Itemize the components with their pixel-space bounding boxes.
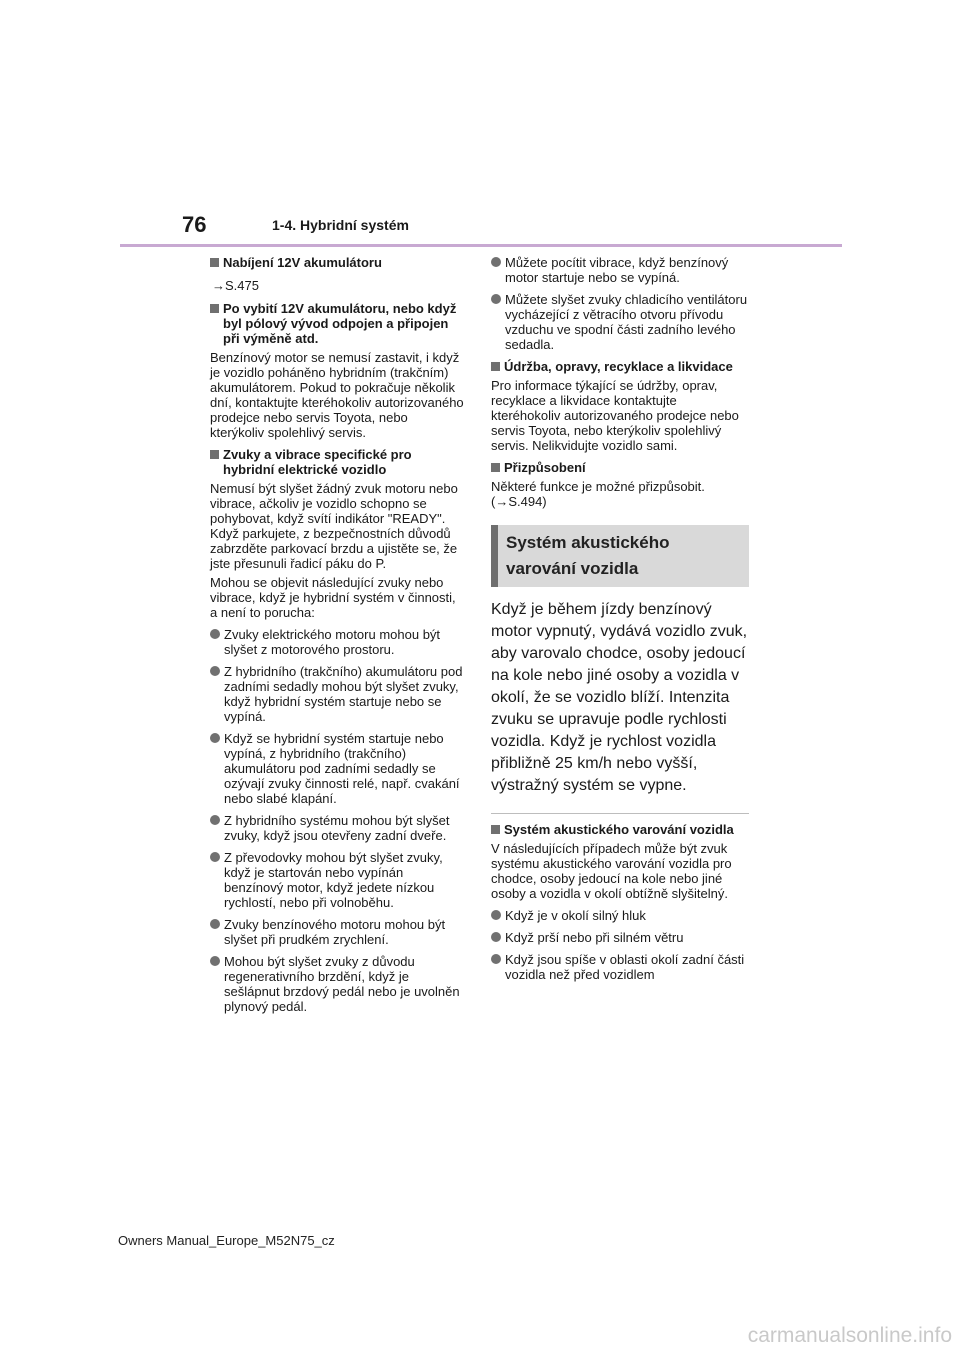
page-reference[interactable]: →S.475	[212, 278, 259, 293]
paragraph: Některé funkce je možné přizpůsobit. (→S.494)	[491, 479, 705, 509]
round-bullet-icon	[491, 294, 501, 304]
square-bullet-icon	[491, 825, 500, 834]
round-bullet-icon	[210, 629, 220, 639]
round-bullet-icon	[210, 956, 220, 966]
heading-maintenance: Údržba, opravy, recyklace a likvidace	[491, 359, 749, 374]
page-number: 76	[182, 212, 207, 237]
square-bullet-icon	[210, 258, 219, 267]
round-bullet-icon	[210, 733, 220, 743]
paragraph: Pro informace týkající se údržby, oprav, recyklace a likvidace kontaktujte kteréhokoliv autorizovaného prodejce nebo servis Toyota, nebo kterýkoliv spolehlivý servis. Nelikvidujte vozidlo sami.	[491, 378, 739, 453]
left-column	[210, 255, 465, 1021]
footer-text: Owners Manual_Europe_M52N75_cz	[118, 1233, 335, 1248]
round-bullet-icon	[210, 815, 220, 825]
list-item: Když je v okolí silný hluk	[491, 908, 749, 923]
heading-customization: Přizpůsobení	[491, 460, 749, 475]
square-bullet-icon	[491, 463, 500, 472]
round-bullet-icon	[491, 954, 501, 964]
round-bullet-icon	[210, 666, 220, 676]
right-column	[491, 255, 749, 989]
round-bullet-icon	[210, 919, 220, 929]
paragraph: V následujících případech může být zvuk systému akustického varování vozidla pro chodce, osoby jedoucí na kole nebo jiné osoby a vozidla v okolí obtížně slyšitelný.	[491, 841, 732, 901]
heading-sounds-vibrations: Zvuky a vibrace specifické pro hybridní elektrické vozidlo	[210, 447, 465, 477]
round-bullet-icon	[491, 257, 501, 267]
square-bullet-icon	[210, 304, 219, 313]
square-bullet-icon	[210, 450, 219, 459]
square-bullet-icon	[491, 362, 500, 371]
heading-warning-system: Systém akustického varování vozidla	[491, 822, 749, 837]
list-item: Když prší nebo při silném větru	[491, 930, 749, 945]
round-bullet-icon	[210, 852, 220, 862]
list-item: Z hybridního (trakčního) akumulátoru pod zadními sedadly mohou být slyšet zvuky, když hybridní systém startuje nebo se vypíná.	[210, 664, 465, 724]
divider	[491, 813, 749, 814]
list-item: Když jsou spíše v oblasti okolí zadní části vozidla než před vozidlem	[491, 952, 749, 982]
heading-battery-disconnect: Po vybití 12V akumulátoru, nebo když byl pólový vývod odpojen a připojen při výměně atd.	[210, 301, 465, 346]
list-item: Z hybridního systému mohou být slyšet zvuky, když jsou otevřeny zadní dveře.	[210, 813, 465, 843]
round-bullet-icon	[491, 932, 501, 942]
list-item: Můžete slyšet zvuky chladicího ventilátoru vycházející z větracího otvoru přívodu vzduchu ve spodní části zadního levého sedadla.	[491, 292, 749, 352]
list-item: Zvuky elektrického motoru mohou být slyšet z motorového prostoru.	[210, 627, 465, 657]
section-title: 1-4. Hybridní systém	[272, 217, 409, 233]
banner-accent-bar	[491, 525, 498, 587]
paragraph: Benzínový motor se nemusí zastavit, i když je vozidlo poháněno hybridním (trakčním) akumulátorem. Pokud to pokračuje několik dní, kontaktujte kteréhokoliv autorizovaného prodejce nebo servis Toyota, nebo kterýkoliv spolehlivý servis.	[210, 350, 464, 440]
round-bullet-icon	[491, 910, 501, 920]
banner-title: Systém akustického varování vozidla	[506, 533, 670, 578]
paragraph: Nemusí být slyšet žádný zvuk motoru nebo vibrace, ačkoliv je vozidlo schopno se pohybovat, když svítí indikátor "READY". Když parkujete, z bezpečnostních důvodů zabrzděte parkovací brzdu a ujistěte se, že jste přesunuli řadicí páku do P.	[210, 481, 458, 571]
intro-paragraph: Když je během jízdy benzínový motor vypnutý, vydává vozidlo zvuk, aby varovalo chodce, osoby jedoucí na kole nebo jiné osoby a vozidla v okolí, že se vozidlo blíží. Intenzita zvuku se upravuje podle rychlosti vozidla. Když je rychlost vozidla přibližně 25 km/h nebo vyšší, výstražný systém se vypne.	[491, 601, 748, 794]
watermark: carmanualsonline.info	[747, 1324, 952, 1347]
paragraph: Mohou se objevit následující zvuky nebo vibrace, když je hybridní systém v činnosti, a není to porucha:	[210, 575, 456, 620]
list-item: Z převodovky mohou být slyšet zvuky, když je startován nebo vypínán benzínový motor, když jedete nízkou rychlostí, nebo při volnoběhu.	[210, 850, 465, 910]
heading-12v-charging: Nabíjení 12V akumulátoru	[210, 255, 465, 270]
section-banner	[491, 525, 749, 587]
list-item: Zvuky benzínového motoru mohou být slyšet při prudkém zrychlení.	[210, 917, 465, 947]
list-item: Můžete pocítit vibrace, když benzínový motor startuje nebo se vypíná.	[491, 255, 749, 285]
list-item: Když se hybridní systém startuje nebo vypíná, z hybridního (trakčního) akumulátoru pod zadními sedadly se ozývají zvuky činnosti relé, např. cvakání nebo slabé klapání.	[210, 731, 465, 806]
header-rule	[120, 244, 842, 247]
list-item: Mohou být slyšet zvuky z důvodu regenerativního brzdění, když je sešlápnut brzdový pedál nebo je uvolněn plynový pedál.	[210, 954, 465, 1014]
